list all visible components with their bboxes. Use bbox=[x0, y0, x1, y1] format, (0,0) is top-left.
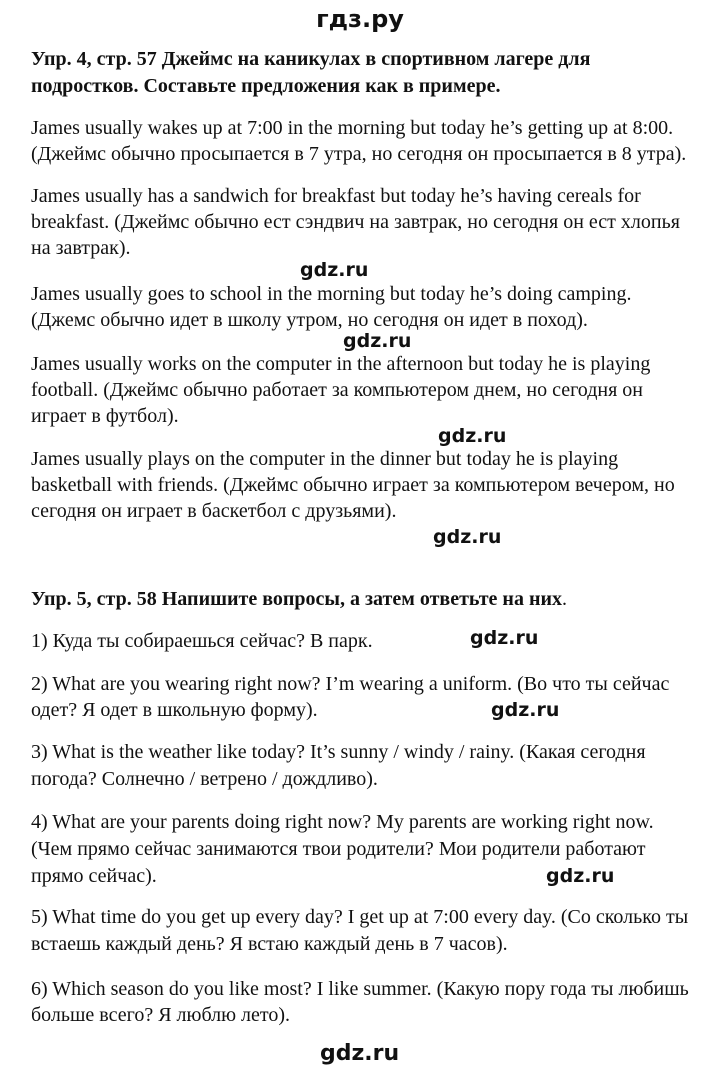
answer-line: 1) Куда ты собираешься сейчас? В парк. bbox=[31, 630, 373, 652]
watermark: gdz.ru bbox=[546, 865, 615, 887]
answer-line: 5) What time do you get up every day? I get up at 7:00 every day. (Со сколько ты bbox=[31, 906, 689, 928]
paragraph-line: сегодня он играет в баскетбол с друзьями). bbox=[31, 500, 397, 522]
answer-line: встаешь каждый день? Я встаю каждый день в 7 часов). bbox=[31, 933, 508, 955]
paragraph-line: breakfast. (Джеймс обычно ест сэндвич на завтрак, но сегодня он ест хлопья bbox=[31, 211, 680, 233]
paragraph-line: James usually plays on the computer in the dinner but today he is playing bbox=[31, 448, 619, 470]
answer-line: (Чем прямо сейчас занимаются твои родители? Мои родители работают bbox=[31, 838, 646, 860]
paragraph-line: basketball with friends. (Джеймс обычно играет за компьютером вечером, но bbox=[31, 474, 675, 496]
watermark: gdz.ru bbox=[491, 699, 560, 721]
paragraph-line: James usually goes to school in the morning but today he’s doing camping. bbox=[31, 283, 632, 305]
answer-line: 6) Which season do you like most? I like summer. (Какую пору года ты любишь bbox=[31, 978, 689, 1000]
answer-line: погода? Солнечно / ветрено / дождливо). bbox=[31, 768, 378, 790]
watermark: gdz.ru bbox=[438, 425, 507, 447]
paragraph-line: (Джемс обычно идет в школу утром, но сегодня он идет в поход). bbox=[31, 309, 588, 331]
answer-line: 4) What are your parents doing right now? My parents are working right now. bbox=[31, 811, 654, 833]
site-title: гдз.ру bbox=[316, 5, 404, 33]
watermark: gdz.ru bbox=[320, 1041, 400, 1066]
exercise-heading-text: Упр. 5, стр. 58 Напишите вопросы, а затем ответьте на них bbox=[31, 588, 562, 610]
paragraph-line: James usually works on the computer in the afternoon but today he is playing bbox=[31, 353, 651, 375]
paragraph-line: играет в футбол). bbox=[31, 405, 179, 427]
answer-line: 2) What are you wearing right now? I’m wearing a uniform. (Во что ты сейчас bbox=[31, 673, 670, 695]
paragraph-line: (Джеймс обычно просыпается в 7 утра, но сегодня он просыпается в 8 утра). bbox=[31, 143, 687, 165]
watermark: gdz.ru bbox=[433, 526, 502, 548]
watermark: gdz.ru bbox=[343, 330, 412, 352]
watermark: gdz.ru bbox=[300, 259, 369, 281]
heading-period: . bbox=[562, 588, 567, 610]
answer-line: больше всего? Я люблю лето). bbox=[31, 1004, 291, 1026]
watermark: gdz.ru bbox=[470, 627, 539, 649]
paragraph-line: football. (Джеймс обычно работает за компьютером днем, но сегодня он bbox=[31, 379, 643, 401]
exercise-heading: Упр. 4, стр. 57 Джеймс на каникулах в спортивном лагере для bbox=[31, 48, 591, 70]
answer-line: прямо сейчас). bbox=[31, 865, 157, 887]
answer-line: 3) What is the weather like today? It’s sunny / windy / rainy. (Какая сегодня bbox=[31, 741, 646, 763]
paragraph-line: James usually has a sandwich for breakfast but today he’s having cereals for bbox=[31, 185, 641, 207]
exercise-heading bbox=[31, 588, 567, 610]
paragraph-line: на завтрак). bbox=[31, 237, 131, 259]
answer-line: одет? Я одет в школьную форму). bbox=[31, 699, 318, 721]
exercise-heading: подростков. Составьте предложения как в примере. bbox=[31, 75, 501, 97]
paragraph-line: James usually wakes up at 7:00 in the morning but today he’s getting up at 8:00. bbox=[31, 117, 674, 139]
